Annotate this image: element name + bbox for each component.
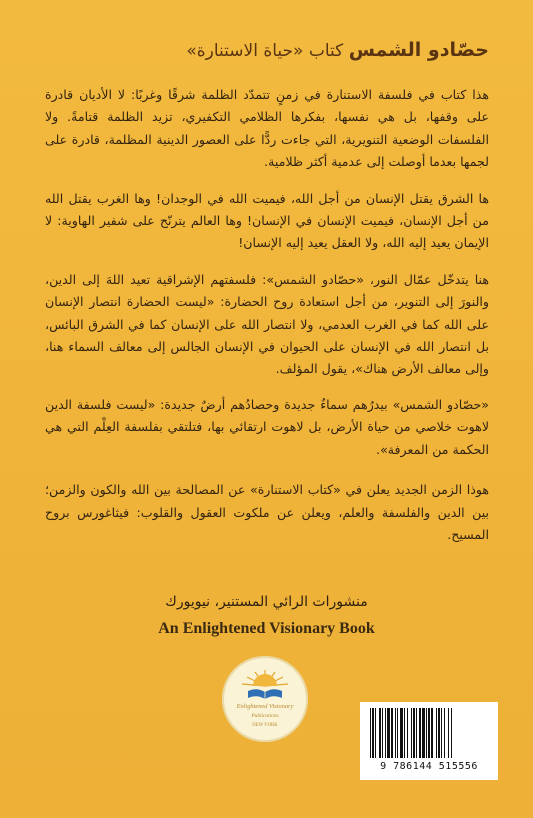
- logo-text-line-2: Publications: [251, 713, 279, 719]
- barcode-bar: [436, 708, 437, 758]
- barcode-bar: [444, 708, 445, 758]
- barcode-bar: [370, 708, 371, 758]
- publisher-name-arabic: منشورات الرائي المستنير، نيويورك: [165, 594, 368, 610]
- barcode-bar: [379, 708, 381, 758]
- publisher-name-english: An Enlightened Visionary Book: [158, 620, 375, 637]
- barcode-bar: [372, 708, 374, 758]
- barcode-bar: [422, 708, 425, 758]
- blurb-paragraph-1: هذا كتاب في فلسفة الاستنارة في زمنٍ تتمدّد الظلمة شرقًا وغربًا: لا الأديان قادرة على وقفها، بل هي نفسها، بفكرها الظلامي التكفيري، تزيد الظلمة قتامةً. ولا الفلسفات الوضعية التنويرية، التي جاءت ردًّا على العصور الدينية المظلمة، قادرة على لجمها بعدما أوصلت إلى عدمية أكثر ظلامية.: [45, 87, 489, 170]
- barcode-bar: [419, 708, 421, 758]
- barcode-bar: [387, 708, 390, 758]
- logo-text-line-1: Enlightened Visionary: [236, 703, 294, 710]
- barcode-bar: [395, 708, 396, 758]
- barcode-bar: [426, 708, 427, 758]
- book-sunrise-icon: [222, 656, 308, 742]
- barcode-bar: [407, 708, 408, 758]
- cover-heading: [49, 38, 489, 63]
- blurb-text: [45, 84, 489, 556]
- publisher-logo: [222, 656, 308, 742]
- barcode-bar: [416, 708, 417, 758]
- blurb-paragraph-5: هوذا الزمن الجديد يعلن في «كتاب الاستنارة» عن المصالحة بين الله والكون والزمن؛ بين الدين والفلسفة والعلم، ويعلن عن ملكوت العقول والقلوب: فيثاغورس بروح المسيح.: [45, 482, 489, 542]
- logo-text-line-3: NEW YORK: [252, 723, 278, 728]
- barcode-bar: [411, 708, 412, 758]
- isbn-number: 9 786144 515556: [380, 761, 478, 772]
- barcode-bar: [428, 708, 430, 758]
- barcode-bar: [375, 708, 376, 758]
- author-name: حصّادو الشمس: [348, 39, 489, 61]
- barcode-bar: [413, 708, 415, 758]
- barcode-bar: [448, 708, 449, 758]
- barcode-bar: [431, 708, 433, 758]
- book-title: كتاب «حياة الاستنارة»: [186, 41, 344, 61]
- barcode-bar: [400, 708, 403, 758]
- blurb-paragraph-4: «حصّادو الشمس» بيدرُهم سماءٌ جديدة وحصادُهم أرضٌ جديدة: «ليست فلسفة الدين لاهوت خلاصي من حياة الأرض، بل لاهوت ارتقائي بها، فتلتقي بفلسفة العِلْم التي هي الحكمة من المعرفة».: [45, 396, 489, 457]
- barcode-bar: [382, 708, 383, 758]
- barcode-bar: [391, 708, 393, 758]
- blurb-paragraph-3: هنا يتدخّل عمّال النور، «حصّادو الشمس»: فلسفتهم الإشراقية تعيد اللهَ إلى الدين، والنورَ إلى التنوير، من أجل استعادة روح الحضارة: «ليست الحضارة انتصار الإنسان على الله كما في الغرب العدمي، ولا انتصار الله على الإنسان كما في الشرق البائس، بل انتصار الله في الإنسان على الحيوان في الإنسان الجالس إلى معالف السماء هنا، وإلى معالف الأرض هناك»، يقول المؤلف.: [45, 271, 489, 377]
- barcode-bar: [438, 708, 440, 758]
- barcode-bar: [404, 708, 405, 758]
- blurb-paragraph-2: ها الشرق يقتل الإنسان من أجل الله، فيميت الله في الوجدان! وها الغرب يقتل الله من أجل الإنسان، فيميت الإنسان في الإنسان! وها العالم يترنّح على شفير الهاوية: لا الإيمان يعيد إليه الله، ولا العقل يعيد إليه الإنسان!: [45, 190, 489, 251]
- barcode-bar: [451, 708, 452, 758]
- barcode-bar: [397, 708, 398, 758]
- isbn-barcode: [360, 702, 498, 780]
- barcode-bars: [368, 708, 490, 760]
- barcode-bar: [385, 708, 386, 758]
- barcode-bar: [441, 708, 442, 758]
